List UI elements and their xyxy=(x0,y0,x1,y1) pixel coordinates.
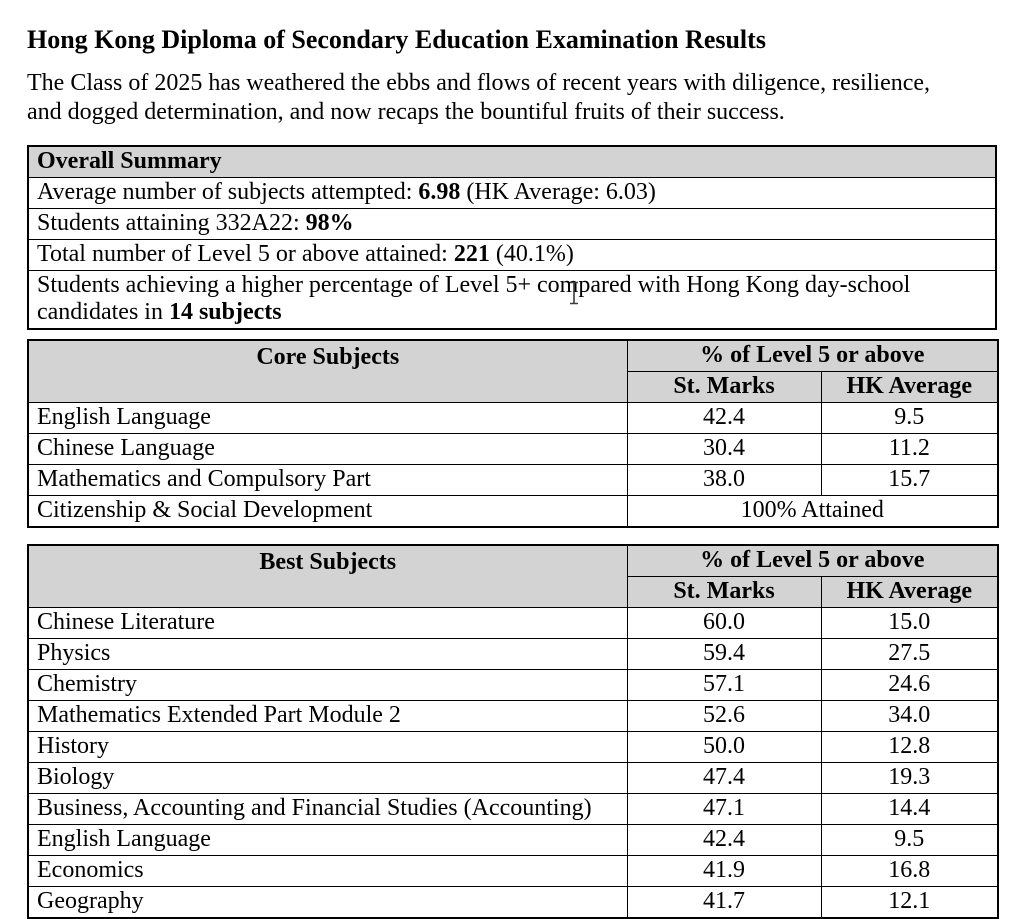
summary-bold-value: 221 xyxy=(453,241,490,267)
summary-row xyxy=(28,240,996,271)
summary-text: Total number of Level 5 or above attained: xyxy=(37,241,454,267)
overall-summary-table xyxy=(27,145,997,330)
st-marks-header: St. Marks xyxy=(627,577,821,608)
core-subjects-table xyxy=(27,339,999,528)
hk-average-cell: 15.7 xyxy=(821,465,998,496)
summary-text: (HK Average: 6.03) xyxy=(460,179,656,205)
best-subjects-table xyxy=(27,544,999,919)
table-row xyxy=(28,670,998,701)
hk-average-cell: 16.8 xyxy=(821,856,998,887)
hk-average-cell: 12.1 xyxy=(821,887,998,919)
st-marks-cell: 57.1 xyxy=(627,670,821,701)
table-row xyxy=(28,794,998,825)
subject-cell: Economics xyxy=(28,856,627,887)
table-row xyxy=(28,496,998,528)
hk-average-cell: 27.5 xyxy=(821,639,998,670)
subject-cell: Physics xyxy=(28,639,627,670)
st-marks-cell: 42.4 xyxy=(627,403,821,434)
st-marks-cell: 47.4 xyxy=(627,763,821,794)
summary-bold-value: 98% xyxy=(305,210,354,236)
subject-cell: Mathematics and Compulsory Part xyxy=(28,465,627,496)
hk-average-header: HK Average xyxy=(821,372,998,403)
table-row xyxy=(28,856,998,887)
intro-line: The Class of 2025 has weathered the ebbs and flows of recent years with diligence, resilience, xyxy=(27,70,931,96)
summary-cell xyxy=(28,209,996,240)
st-marks-cell: 47.1 xyxy=(627,794,821,825)
hk-average-cell: 19.3 xyxy=(821,763,998,794)
hk-average-cell: 34.0 xyxy=(821,701,998,732)
intro-paragraph xyxy=(27,69,997,127)
hk-average-cell: 14.4 xyxy=(821,794,998,825)
summary-text: Students achieving a higher percentage of Level 5+ compared with Hong Kong day-school candidates in xyxy=(37,272,911,325)
level5-group-header: % of Level 5 or above xyxy=(627,340,998,372)
st-marks-cell: 60.0 xyxy=(627,608,821,639)
subject-cell: Chemistry xyxy=(28,670,627,701)
hk-average-cell: 12.8 xyxy=(821,732,998,763)
table-row xyxy=(28,403,998,434)
core-subjects-header: Core Subjects xyxy=(28,340,627,403)
page-title: Hong Kong Diploma of Secondary Education Examination Results xyxy=(27,25,766,54)
subject-cell: Chinese Language xyxy=(28,434,627,465)
summary-text: Students attaining 332A22: xyxy=(37,210,306,236)
table-row xyxy=(28,887,998,919)
best-subjects-header: Best Subjects xyxy=(28,545,627,608)
st-marks-cell: 50.0 xyxy=(627,732,821,763)
attained-cell: 100% Attained xyxy=(627,496,998,528)
subject-cell: Citizenship & Social Development xyxy=(28,496,627,528)
table-row xyxy=(28,701,998,732)
table-row xyxy=(28,465,998,496)
subject-cell: Business, Accounting and Financial Studies (Accounting) xyxy=(28,794,627,825)
summary-bold-value: 6.98 xyxy=(418,179,461,205)
summary-cell xyxy=(28,178,996,209)
core-header-row xyxy=(28,340,998,372)
subject-cell: Chinese Literature xyxy=(28,608,627,639)
st-marks-cell: 30.4 xyxy=(627,434,821,465)
summary-cell xyxy=(28,240,996,271)
summary-text: (40.1%) xyxy=(489,241,574,267)
subject-cell: English Language xyxy=(28,403,627,434)
hk-average-cell: 24.6 xyxy=(821,670,998,701)
hk-average-cell: 9.5 xyxy=(821,825,998,856)
table-row xyxy=(28,608,998,639)
subject-cell: Mathematics Extended Part Module 2 xyxy=(28,701,627,732)
subject-cell: Biology xyxy=(28,763,627,794)
table-row xyxy=(28,434,998,465)
subject-cell: History xyxy=(28,732,627,763)
st-marks-cell: 42.4 xyxy=(627,825,821,856)
overall-summary-header: Overall Summary xyxy=(28,146,996,178)
hk-average-cell: 9.5 xyxy=(821,403,998,434)
table-row xyxy=(28,825,998,856)
intro-line: and dogged determination, and now recaps the bountiful fruits of their success. xyxy=(27,99,785,125)
st-marks-cell: 38.0 xyxy=(627,465,821,496)
table-row xyxy=(28,732,998,763)
st-marks-cell: 41.7 xyxy=(627,887,821,919)
best-header-row xyxy=(28,545,998,577)
st-marks-cell: 41.9 xyxy=(627,856,821,887)
subject-cell: English Language xyxy=(28,825,627,856)
table-row xyxy=(28,763,998,794)
hk-average-cell: 11.2 xyxy=(821,434,998,465)
summary-bold-value: 14 subjects xyxy=(168,299,282,325)
hk-average-cell: 15.0 xyxy=(821,608,998,639)
summary-cell xyxy=(28,271,996,330)
summary-header-row xyxy=(28,146,996,178)
summary-row xyxy=(28,271,996,330)
subject-cell: Geography xyxy=(28,887,627,919)
st-marks-cell: 52.6 xyxy=(627,701,821,732)
level5-group-header: % of Level 5 or above xyxy=(627,545,998,577)
table-row xyxy=(28,639,998,670)
hk-average-header: HK Average xyxy=(821,577,998,608)
summary-row xyxy=(28,209,996,240)
summary-text: Average number of subjects attempted: xyxy=(37,179,419,205)
summary-row xyxy=(28,178,996,209)
st-marks-cell: 59.4 xyxy=(627,639,821,670)
st-marks-header: St. Marks xyxy=(627,372,821,403)
